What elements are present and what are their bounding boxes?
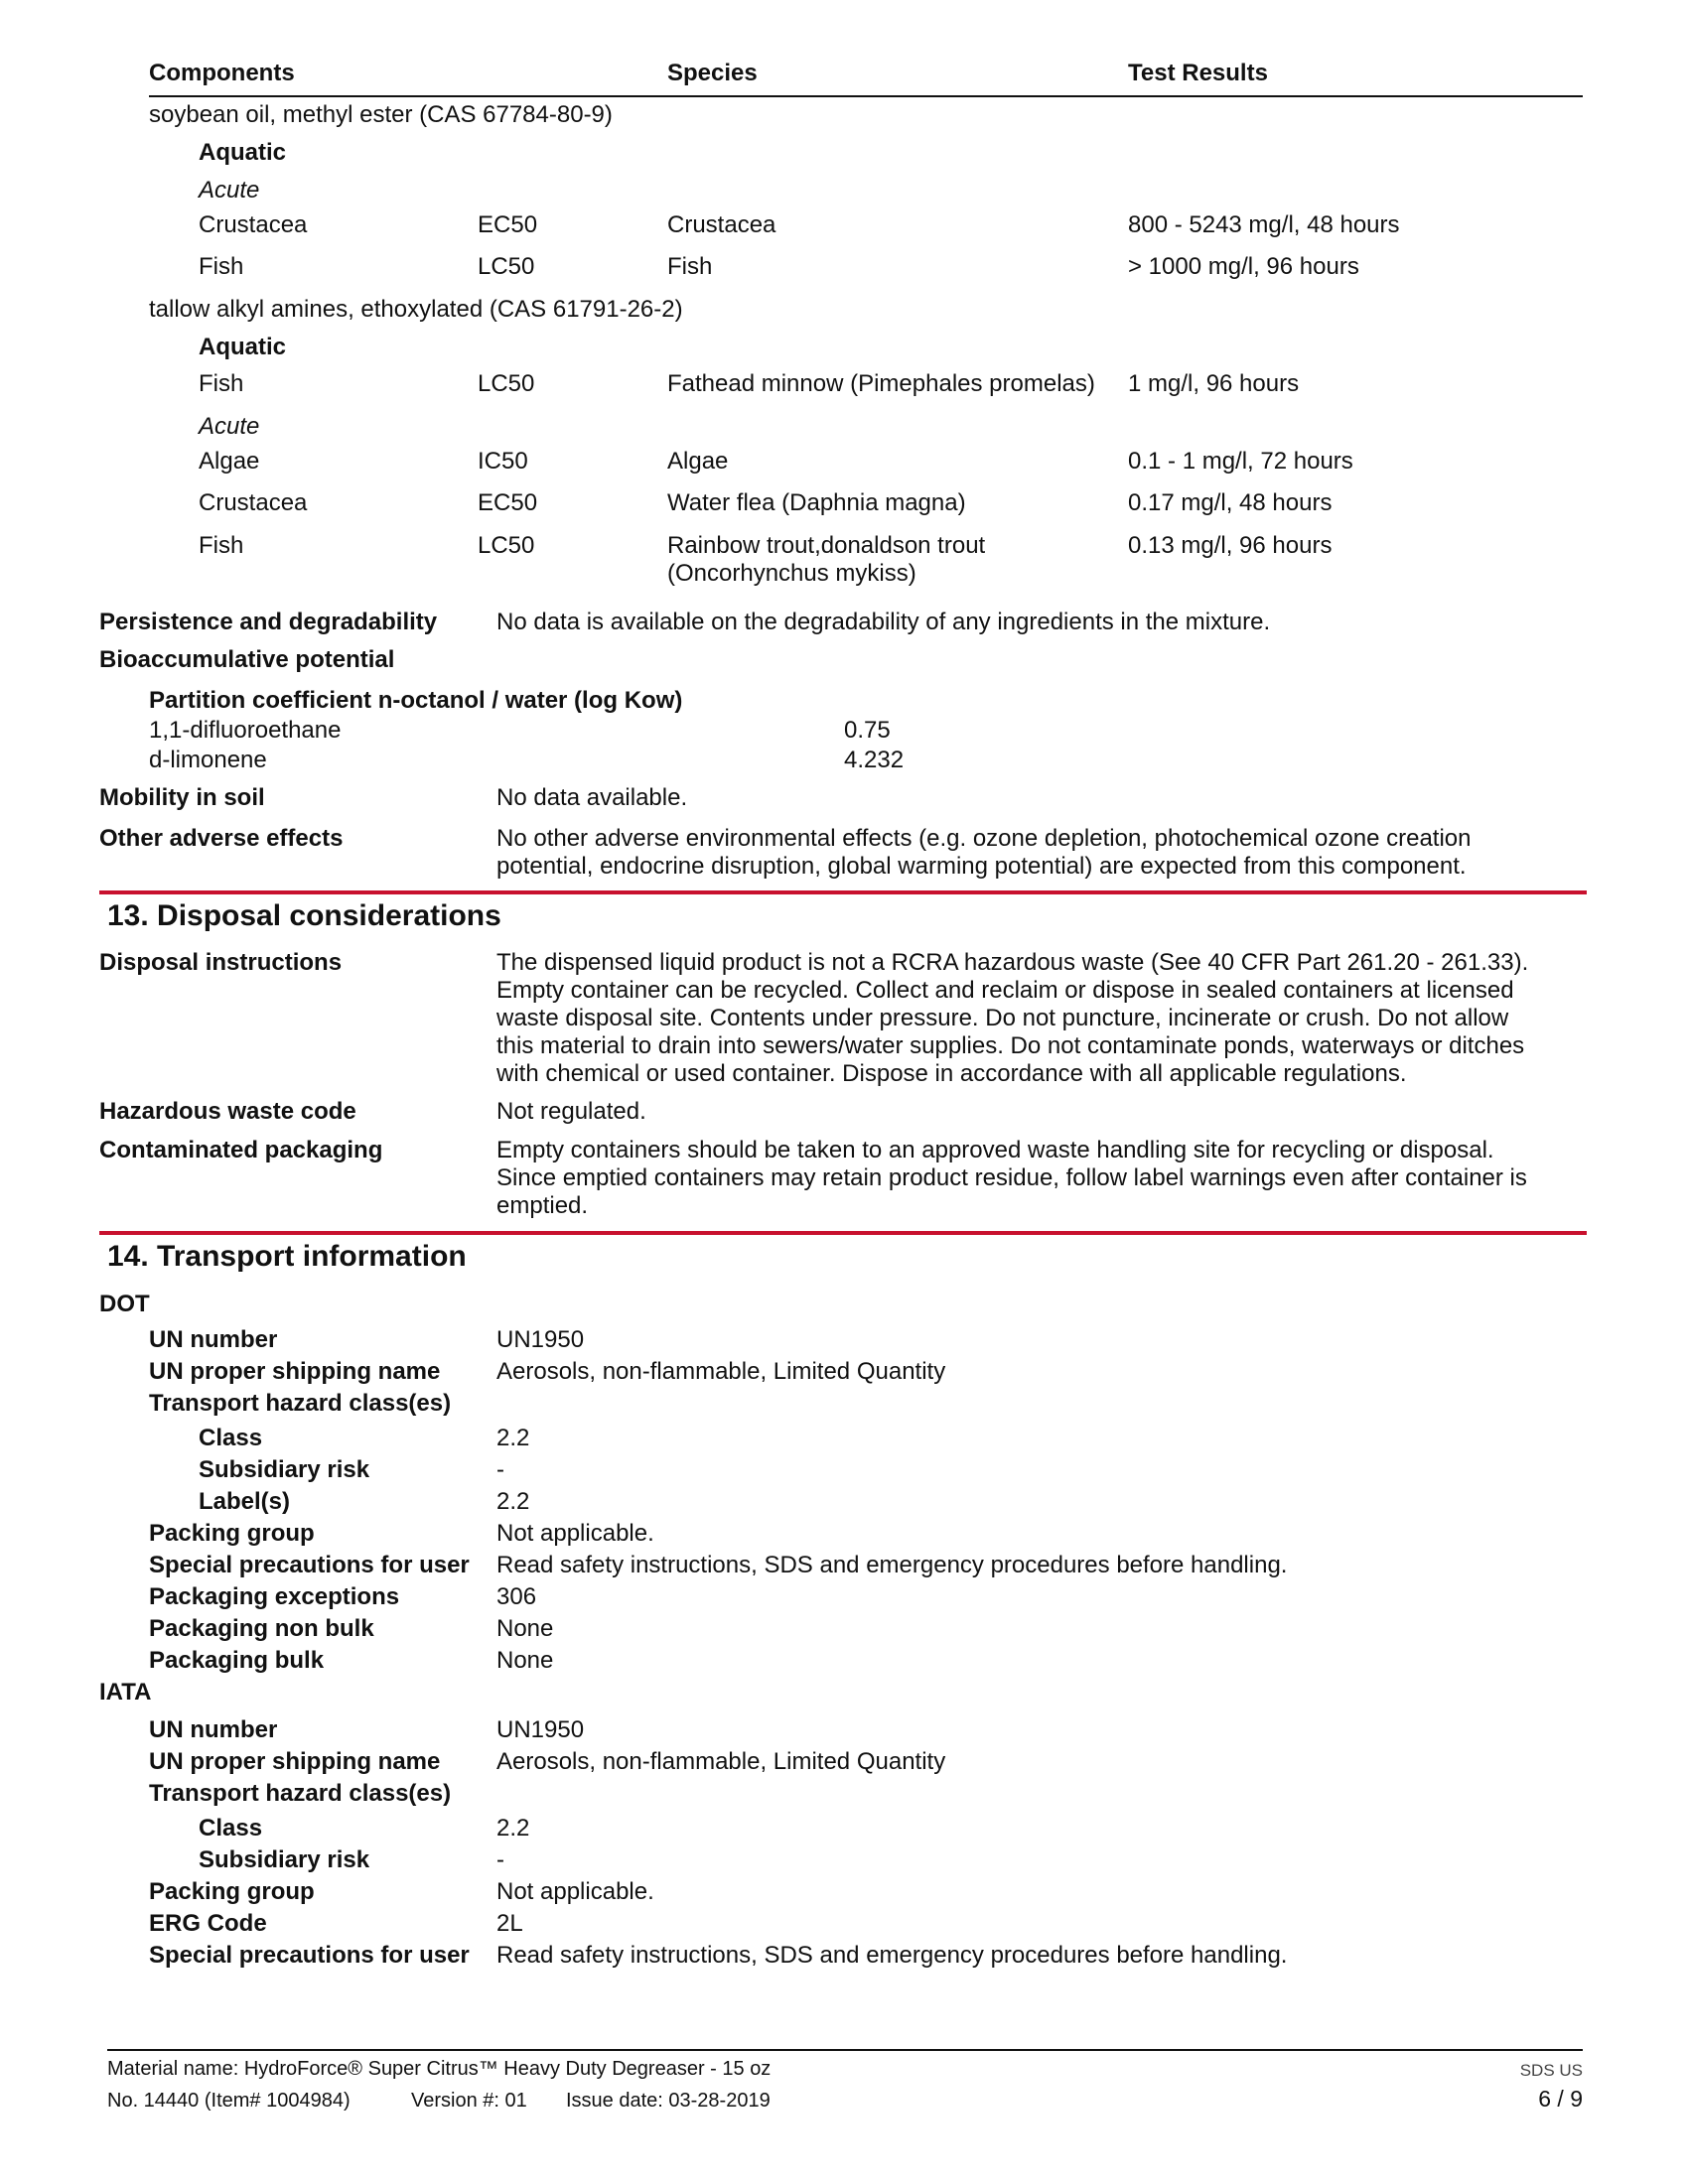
- row-test: EC50: [478, 211, 538, 238]
- iata-heading: IATA: [99, 1679, 152, 1706]
- footer-document-number: No. 14440 (Item# 1004984): [107, 2090, 351, 2112]
- iata-special-precautions-value: Read safety instructions, SDS and emergency procedures before handling.: [496, 1942, 1288, 1969]
- col-header-test-results: Test Results: [1128, 60, 1268, 86]
- soybean-aquatic-heading: Aquatic: [199, 139, 287, 166]
- iata-packing-group-value: Not applicable.: [496, 1878, 654, 1905]
- persistence-label: Persistence and degradability: [99, 609, 438, 635]
- disposal-instructions-label: Disposal instructions: [99, 949, 343, 976]
- mobility-label: Mobility in soil: [99, 784, 265, 811]
- dot-hazard-classes-label: Transport hazard class(es): [149, 1390, 452, 1417]
- row-result: 1 mg/l, 96 hours: [1128, 370, 1300, 397]
- row-result: 0.17 mg/l, 48 hours: [1128, 489, 1333, 516]
- dot-shipping-name-label: UN proper shipping name: [149, 1358, 441, 1385]
- dot-packing-group-label: Packing group: [149, 1520, 315, 1547]
- iata-shipping-name-value: Aerosols, non-flammable, Limited Quantity: [496, 1748, 946, 1775]
- kow-value: 0.75: [844, 717, 891, 744]
- row-test: LC50: [478, 532, 535, 559]
- dot-packaging-bulk-value: None: [496, 1647, 554, 1674]
- row-species: Rainbow trout,donaldson trout: [667, 532, 986, 559]
- dot-special-precautions-label: Special precautions for user: [149, 1552, 470, 1578]
- other-adverse-line: potential, endocrine disruption, global warming potential) are expected from this component.: [496, 853, 1467, 880]
- dot-packaging-exceptions-value: 306: [496, 1583, 537, 1610]
- dot-packaging-bulk-label: Packaging bulk: [149, 1647, 325, 1674]
- dot-labels-value: 2.2: [496, 1488, 530, 1515]
- row-result: 0.1 - 1 mg/l, 72 hours: [1128, 448, 1353, 475]
- packaging-line: Since emptied containers may retain product residue, follow label warnings even after container is: [496, 1164, 1527, 1191]
- row-test: LC50: [478, 370, 535, 397]
- partition-coefficient-heading: Partition coefficient n-octanol / water (log Kow): [149, 687, 683, 714]
- col-header-species: Species: [667, 60, 758, 86]
- col-header-components: Components: [149, 60, 295, 86]
- row-group: Fish: [199, 253, 244, 280]
- hazardous-waste-code-value: Not regulated.: [496, 1098, 646, 1125]
- row-test: IC50: [478, 448, 528, 475]
- row-group: Crustacea: [199, 489, 308, 516]
- persistence-value: No data is available on the degradability of any ingredients in the mixture.: [496, 609, 1271, 635]
- row-result: 800 - 5243 mg/l, 48 hours: [1128, 211, 1400, 238]
- iata-un-number-label: UN number: [149, 1716, 278, 1743]
- dot-un-number-value: UN1950: [496, 1326, 585, 1353]
- dot-subsidiary-value: -: [496, 1456, 504, 1483]
- iata-hazard-classes-label: Transport hazard class(es): [149, 1780, 452, 1807]
- dot-labels-label: Label(s): [199, 1488, 291, 1515]
- footer-material-name: Material name: HydroForce® Super Citrus™ Heavy Duty Degreaser - 15 oz: [107, 2058, 772, 2080]
- iata-subsidiary-value: -: [496, 1846, 504, 1873]
- hazardous-waste-code-label: Hazardous waste code: [99, 1098, 356, 1125]
- row-species: Fathead minnow (Pimephales promelas): [667, 370, 1095, 397]
- dot-class-value: 2.2: [496, 1425, 530, 1451]
- iata-class-label: Class: [199, 1815, 263, 1842]
- component-tallow: tallow alkyl amines, ethoxylated (CAS 61791-26-2): [149, 296, 683, 323]
- mobility-value: No data available.: [496, 784, 688, 811]
- bioaccumulative-label: Bioaccumulative potential: [99, 646, 395, 673]
- disposal-line: with chemical or used container. Dispose in accordance with all applicable regulations.: [496, 1060, 1407, 1087]
- iata-special-precautions-label: Special precautions for user: [149, 1942, 470, 1969]
- dot-subsidiary-label: Subsidiary risk: [199, 1456, 370, 1483]
- row-group: Fish: [199, 532, 244, 559]
- tallow-aquatic-heading: Aquatic: [199, 334, 287, 360]
- section-rule: [99, 1231, 1587, 1235]
- dot-packing-group-value: Not applicable.: [496, 1520, 654, 1547]
- dot-un-number-label: UN number: [149, 1326, 278, 1353]
- iata-class-value: 2.2: [496, 1815, 530, 1842]
- row-result: 0.13 mg/l, 96 hours: [1128, 532, 1333, 559]
- soybean-acute-heading: Acute: [199, 177, 260, 204]
- footer-doc-type: SDS US: [1519, 2061, 1583, 2080]
- kow-substance: d-limonene: [149, 747, 267, 773]
- iata-packing-group-label: Packing group: [149, 1878, 315, 1905]
- other-adverse-label: Other adverse effects: [99, 825, 344, 852]
- packaging-line: Empty containers should be taken to an approved waste handling site for recycling or disposal.: [496, 1137, 1494, 1163]
- row-group: Algae: [199, 448, 260, 475]
- row-species: Water flea (Daphnia magna): [667, 489, 966, 516]
- contaminated-packaging-label: Contaminated packaging: [99, 1137, 383, 1163]
- footer-version: Version #: 01: [411, 2090, 527, 2112]
- section-13-title: 13. Disposal considerations: [107, 899, 501, 932]
- packaging-line: emptied.: [496, 1192, 589, 1219]
- row-species: Algae: [667, 448, 729, 475]
- table-header-rule: [149, 95, 1583, 97]
- row-species: Crustacea: [667, 211, 776, 238]
- kow-value: 4.232: [844, 747, 905, 773]
- disposal-line: The dispensed liquid product is not a RCRA hazardous waste (See 40 CFR Part 261.20 - 261.33).: [496, 949, 1529, 976]
- row-group: Crustacea: [199, 211, 308, 238]
- dot-special-precautions-value: Read safety instructions, SDS and emergency procedures before handling.: [496, 1552, 1288, 1578]
- section-14-title: 14. Transport information: [107, 1240, 467, 1273]
- row-test: EC50: [478, 489, 538, 516]
- dot-heading: DOT: [99, 1291, 150, 1317]
- row-species-cont: (Oncorhynchus mykiss): [667, 560, 916, 587]
- row-species: Fish: [667, 253, 713, 280]
- section-rule: [99, 890, 1587, 894]
- iata-subsidiary-label: Subsidiary risk: [199, 1846, 370, 1873]
- disposal-line: Empty container can be recycled. Collect and reclaim or dispose in sealed containers at licensed: [496, 977, 1514, 1004]
- dot-shipping-name-value: Aerosols, non-flammable, Limited Quantity: [496, 1358, 946, 1385]
- footer-page-number: 6 / 9: [1538, 2086, 1583, 2112]
- footer-rule: [107, 2049, 1583, 2051]
- dot-packaging-exceptions-label: Packaging exceptions: [149, 1583, 400, 1610]
- dot-packaging-non-bulk-label: Packaging non bulk: [149, 1615, 374, 1642]
- row-result: > 1000 mg/l, 96 hours: [1128, 253, 1359, 280]
- iata-shipping-name-label: UN proper shipping name: [149, 1748, 441, 1775]
- row-test: LC50: [478, 253, 535, 280]
- dot-packaging-non-bulk-value: None: [496, 1615, 554, 1642]
- disposal-line: waste disposal site. Contents under pressure. Do not puncture, incinerate or crush. Do not allow: [496, 1005, 1509, 1031]
- tallow-acute-heading: Acute: [199, 413, 260, 440]
- dot-class-label: Class: [199, 1425, 263, 1451]
- disposal-line: this material to drain into sewers/water supplies. Do not contaminate ponds, waterways or ditches: [496, 1032, 1525, 1059]
- kow-substance: 1,1-difluoroethane: [149, 717, 342, 744]
- footer-issue-date: Issue date: 03-28-2019: [566, 2090, 771, 2112]
- iata-erg-code-label: ERG Code: [149, 1910, 267, 1937]
- other-adverse-line: No other adverse environmental effects (e.g. ozone depletion, photochemical ozone creation: [496, 825, 1472, 852]
- iata-un-number-value: UN1950: [496, 1716, 585, 1743]
- iata-erg-code-value: 2L: [496, 1910, 523, 1937]
- row-group: Fish: [199, 370, 244, 397]
- component-soybean: soybean oil, methyl ester (CAS 67784-80-9): [149, 101, 613, 128]
